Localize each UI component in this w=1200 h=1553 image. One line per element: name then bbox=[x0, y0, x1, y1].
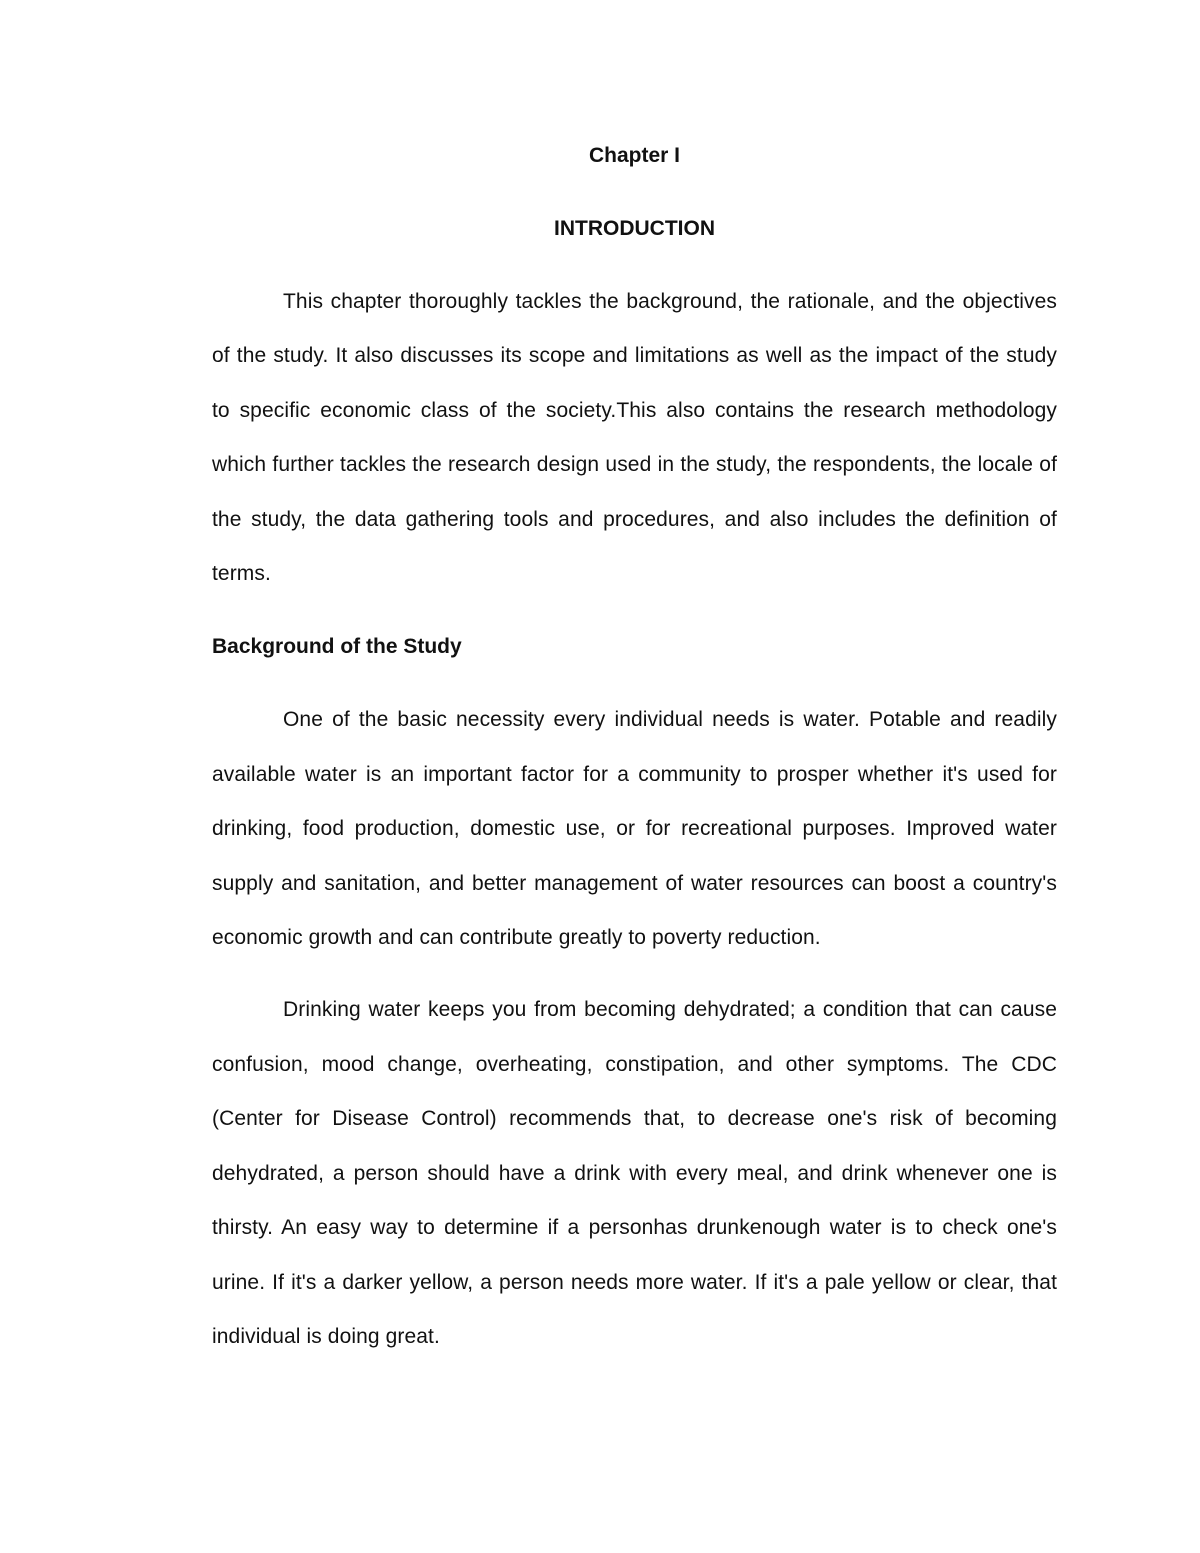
chapter-title bbox=[212, 215, 1057, 243]
document-body bbox=[212, 126, 1057, 1364]
chapter-label bbox=[212, 142, 1057, 170]
background-paragraph-1: One of the basic necessity every individual needs is water. Potable and readily available water is an important factor for a community to prosper whether it's used for drinking, food production, domestic use, or for recreational purposes. Improved water supply and sanitation, and better management of water resources can boost a country's economic growth and can contribute greatly to poverty reduction. bbox=[212, 708, 1057, 950]
section-heading-background: Background of the Study bbox=[212, 635, 462, 659]
chapter-title-text: INTRODUCTION bbox=[554, 217, 715, 240]
intro-paragraph: This chapter thoroughly tackles the background, the rationale, and the objectives of the study. It also discusses its scope and limitations as well as the impact of the study to specific economic class of the society.This also contains the research methodology which further tackles the research design used in the study, the respondents, the locale of the study, the data gathering tools and procedures, and also includes the definition of terms. bbox=[212, 290, 1057, 586]
background-paragraph-2: Drinking water keeps you from becoming dehydrated; a condition that can cause confusion, mood change, overheating, constipation, and other symptoms. The CDC (Center for Disease Control) recommends that, to decrease one's risk of becoming dehydrated, a person should have a drink with every meal, and drink whenever one is thirsty. An easy way to determine if a personhas drunkenough water is to check one's urine. If it's a darker yellow, a person needs more water. If it's a pale yellow or clear, that individual is doing great. bbox=[212, 998, 1057, 1348]
chapter-label-text: Chapter I bbox=[588, 144, 680, 167]
